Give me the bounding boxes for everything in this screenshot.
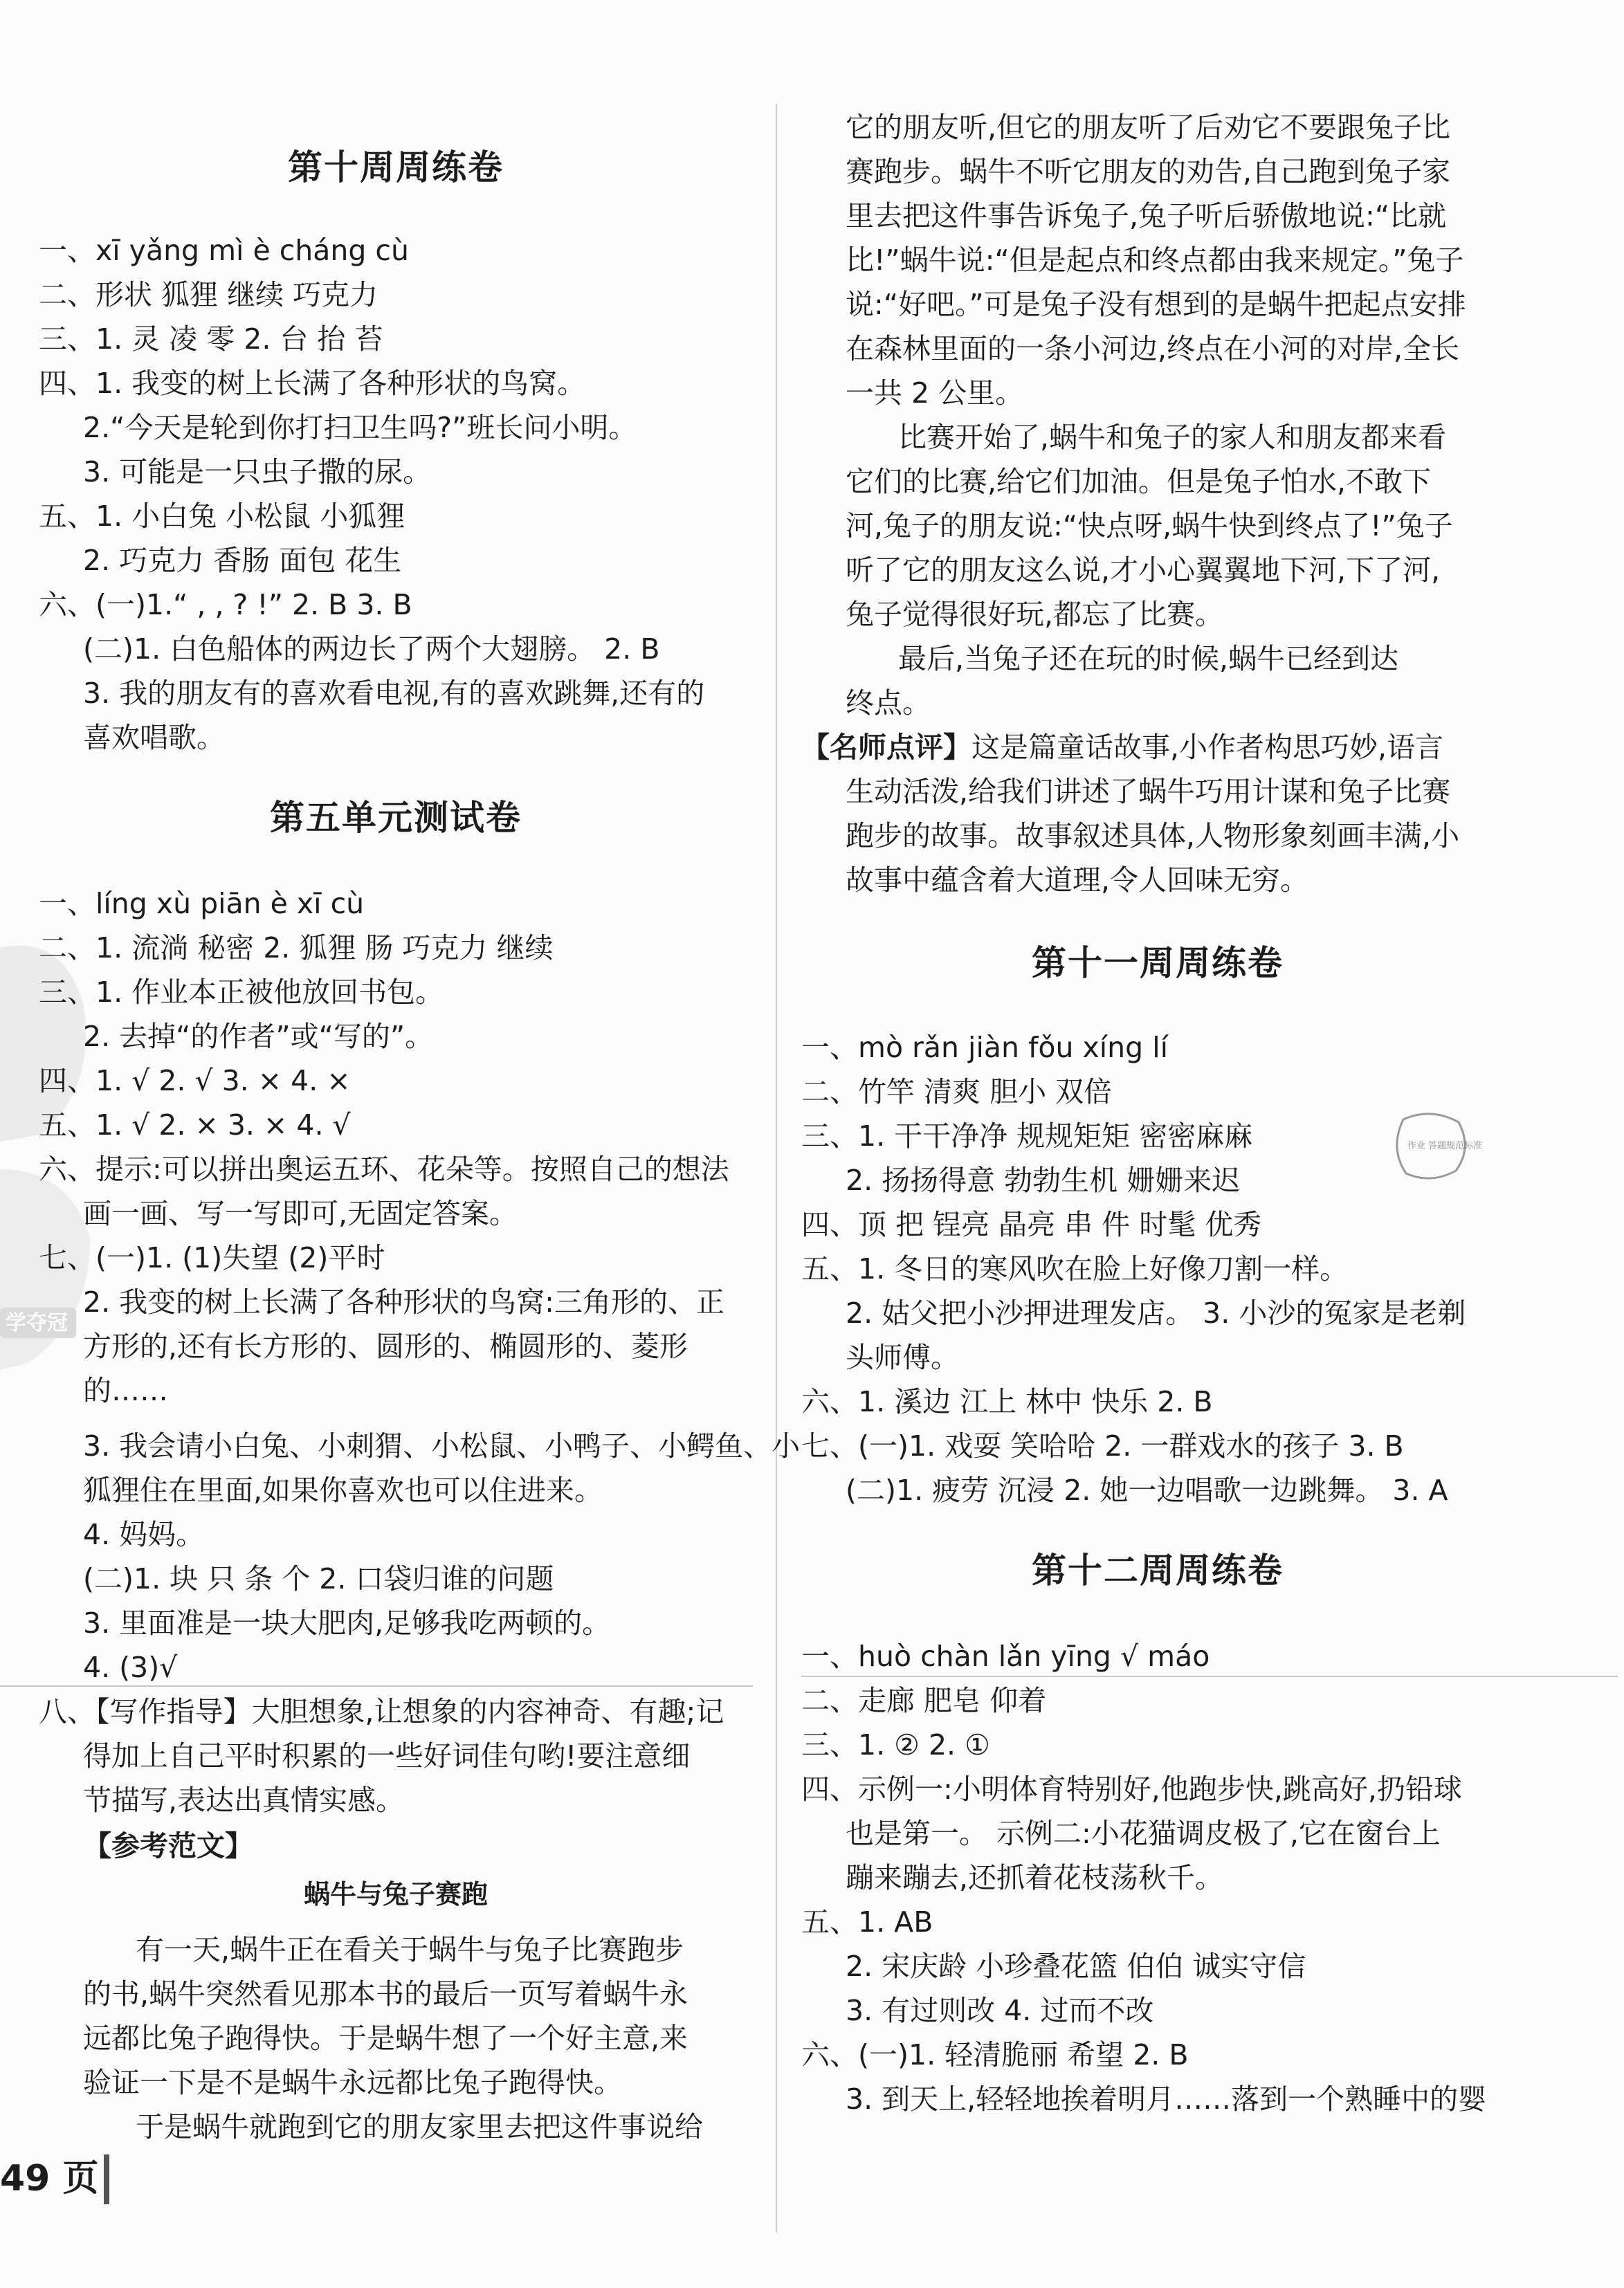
- answer-line: 五、1. √ 2. × 3. × 4. √: [39, 1108, 351, 1142]
- essay-line: 里去把这件事告诉兔子,兔子听后骄傲地说:“比就: [846, 199, 1447, 232]
- essay-line: 比!”蜗牛说:“但是起点和终点都由我来规定。”兔子: [846, 244, 1464, 277]
- answer-line: 3. 我会请小白兔、小刺猬、小松鼠、小鸭子、小鳄鱼、小: [83, 1429, 801, 1463]
- answer-line: 六、1. 溪边 江上 林中 快乐 2. B: [801, 1385, 1213, 1418]
- essay-line: 它的朋友听,但它的朋友听了后劝它不要跟兔子比: [846, 111, 1451, 144]
- essay-line: 比赛开始了,蜗牛和兔子的家人和朋友都来看: [898, 421, 1447, 454]
- answer-line: 五、1. AB: [801, 1905, 933, 1939]
- essay-line: 说:“好吧。”可是兔子没有想到的是蜗牛把起点安排: [846, 288, 1466, 321]
- page-number: 49 页: [0, 2158, 99, 2199]
- answer-line: 4. (3)√: [83, 1651, 178, 1684]
- essay-line: 兔子觉得很好玩,都忘了比赛。: [846, 598, 1224, 631]
- essay-line: 终点。: [846, 686, 931, 720]
- answer-line: 四、1. 我变的树上长满了各种形状的鸟窝。: [39, 367, 586, 400]
- comment-line: 生动活泼,给我们讲述了蜗牛巧用计谋和兔子比赛: [846, 775, 1451, 808]
- page-number-badge: [0, 2153, 109, 2204]
- watermark-label: 学夺冠: [6, 1311, 68, 1335]
- teacher-comment-text: 这是篇童话故事,小作者构思巧妙,语言: [971, 731, 1444, 764]
- answer-line: 2. 巧克力 香肠 面包 花生: [83, 544, 402, 577]
- answer-line: 二、走廊 肥皂 仰着: [801, 1684, 1047, 1717]
- answer-line: 喜欢唱歌。: [83, 721, 225, 754]
- essay-line: 在森林里面的一条小河边,终点在小河的对岸,全长: [846, 332, 1460, 365]
- answer-line: 2.“今天是轮到你打扫卫生吗?”班长问小明。: [83, 411, 637, 444]
- essay-line: 赛跑步。蜗牛不听它朋友的劝告,自己跑到兔子家: [846, 155, 1451, 188]
- answer-line: 画一画、写一写即可,无固定答案。: [83, 1197, 518, 1230]
- answer-line: 2. 我变的树上长满了各种形状的鸟窝:三角形的、正: [83, 1285, 724, 1319]
- answer-line: 三、1. 干干净净 规规矩矩 密密麻麻: [801, 1119, 1253, 1153]
- answer-line: 也是第一。 示例二:小花猫调皮极了,它在窗台上: [846, 1817, 1441, 1850]
- essay-line: 它们的比赛,给它们加油。但是兔子怕水,不敢下: [846, 465, 1432, 498]
- section-rule: [801, 1676, 1618, 1677]
- answer-line: 头师傅。: [846, 1341, 959, 1374]
- answer-line: 3. 我的朋友有的喜欢看电视,有的喜欢跳舞,还有的: [83, 677, 705, 710]
- page-number-bar: [104, 2154, 109, 2204]
- answer-line: 的……: [83, 1374, 168, 1407]
- week10-title: 第十周周练卷: [288, 147, 504, 187]
- answer-line: 三、1. ② 2. ①: [801, 1728, 990, 1761]
- answer-line: 六、提示:可以拼出奥运五环、花朵等。按照自己的想法: [39, 1153, 729, 1186]
- answer-line: 一、líng xù piān è xī cù: [39, 887, 365, 920]
- stamp-label: 作业 答题规范标准: [1407, 1141, 1483, 1151]
- answer-line: 八、【写作指导】大胆想象,让想象的内容神奇、有趣;记: [39, 1695, 724, 1728]
- answer-line: 方形的,还有长方形的、圆形的、椭圆形的、菱形: [83, 1330, 688, 1363]
- teacher-comment: [801, 728, 1443, 767]
- essay-line: 的书,蜗牛突然看见那本书的最后一页写着蜗牛永: [83, 1977, 688, 2011]
- week12-title: 第十二周周练卷: [1032, 1550, 1284, 1591]
- answer-line: 二、1. 流淌 秘密 2. 狐狸 肠 巧克力 继续: [39, 931, 554, 964]
- answer-line: 4. 妈妈。: [83, 1518, 205, 1551]
- answer-line: 节描写,表达出真情实感。: [83, 1784, 405, 1817]
- essay-title: 蜗牛与兔子赛跑: [303, 1879, 488, 1910]
- answer-line: (二)1. 白色船体的两边长了两个大翅膀。 2. B: [83, 632, 660, 666]
- reference-essay-label: 【参考范文】: [83, 1829, 253, 1863]
- answer-line: 2. 宋庆龄 小珍叠花篮 伯伯 诚实守信: [846, 1950, 1306, 1983]
- essay-line: 验证一下是不是蜗牛永远都比兔子跑得快。: [83, 2066, 622, 2099]
- essay-line: 最后,当兔子还在玩的时候,蜗牛已经到达: [898, 642, 1399, 675]
- column-divider: [776, 104, 777, 2233]
- answer-line: (二)1. 块 只 条 个 2. 口袋归谁的问题: [83, 1562, 554, 1595]
- essay-line: 远都比兔子跑得快。于是蜗牛想了一个好主意,来: [83, 2022, 688, 2055]
- answer-line: 2. 姑父把小沙押进理发店。 3. 小沙的冤家是老剃: [846, 1297, 1466, 1330]
- essay-line: 河,兔子的朋友说:“快点呀,蜗牛快到终点了!”兔子: [846, 509, 1453, 542]
- essay-line: 一共 2 公里。: [846, 376, 1024, 410]
- week11-title: 第十一周周练卷: [1032, 943, 1284, 983]
- answer-line: 3. 到天上,轻轻地挨着明月……落到一个熟睡中的婴: [846, 2083, 1487, 2116]
- answer-line: 二、形状 狐狸 继续 巧克力: [39, 278, 378, 311]
- teacher-comment-label: 【名师点评】: [801, 731, 971, 764]
- unit5-title: 第五单元测试卷: [270, 798, 522, 838]
- answer-line: 七、(一)1. (1)失望 (2)平时: [39, 1241, 385, 1274]
- answer-line: 三、1. 作业本正被他放回书包。: [39, 976, 444, 1009]
- answer-line: 蹦来蹦去,还抓着花枝荡秋千。: [846, 1861, 1224, 1894]
- comment-line: 故事中蕴含着大道理,令人回味无穷。: [846, 863, 1309, 897]
- answer-line: 五、1. 冬日的寒风吹在脸上好像刀割一样。: [801, 1252, 1349, 1285]
- answer-line: 3. 有过则改 4. 过而不改: [846, 1994, 1154, 2027]
- comment-line: 跑步的故事。故事叙述具体,人物形象刻画丰满,小: [846, 819, 1460, 852]
- answer-line: 一、xī yǎng mì è cháng cù: [39, 234, 409, 267]
- answer-line: (二)1. 疲劳 沉浸 2. 她一边唱歌一边跳舞。 3. A: [846, 1474, 1448, 1507]
- answer-line: 四、1. √ 2. √ 3. × 4. ×: [39, 1064, 351, 1097]
- answer-line: 七、(一)1. 戏耍 笑哈哈 2. 一群戏水的孩子 3. B: [801, 1429, 1404, 1463]
- essay-line: 有一天,蜗牛正在看关于蜗牛与兔子比赛跑步: [136, 1933, 684, 1966]
- answer-line: 得加上自己平时积累的一些好词佳句哟!要注意细: [83, 1739, 691, 1773]
- essay-line: 于是蜗牛就跑到它的朋友家里去把这件事说给: [136, 2110, 703, 2143]
- answer-line: 狐狸住在里面,如果你喜欢也可以住进来。: [83, 1474, 603, 1507]
- answer-line: 3. 可能是一只虫子撒的尿。: [83, 455, 432, 488]
- answer-line: 五、1. 小白兔 小松鼠 小狐狸: [39, 500, 405, 533]
- answer-line: 一、huò chàn lǎn yīng √ máo: [801, 1640, 1210, 1673]
- essay-line: 听了它的朋友这么说,才小心翼翼地下河,下了河,: [846, 553, 1441, 587]
- section-rule: [0, 1685, 753, 1687]
- answer-line: 三、1. 灵 凌 零 2. 台 抬 苔: [39, 322, 383, 356]
- answer-line: 2. 扬扬得意 勃勃生机 姗姗来迟: [846, 1164, 1241, 1197]
- answer-line: 六、(一)1.“ , , ? !” 2. B 3. B: [39, 588, 412, 621]
- answer-line: 2. 去掉“的作者”或“写的”。: [83, 1020, 434, 1053]
- answer-line: 六、(一)1. 轻清脆丽 希望 2. B: [801, 2038, 1189, 2071]
- answer-line: 四、顶 把 锃亮 晶亮 串 件 时髦 优秀: [801, 1208, 1262, 1241]
- answer-line: 二、竹竿 清爽 胆小 双倍: [801, 1075, 1113, 1108]
- answer-line: 一、mò rǎn jiàn fǒu xíng lí: [801, 1031, 1168, 1064]
- answer-line: 四、示例一:小明体育特别好,他跑步快,跳高好,扔铅球: [801, 1773, 1462, 1806]
- stamp-icon: [1389, 1107, 1483, 1184]
- answer-line: 3. 里面准是一块大肥肉,足够我吃两顿的。: [83, 1607, 611, 1640]
